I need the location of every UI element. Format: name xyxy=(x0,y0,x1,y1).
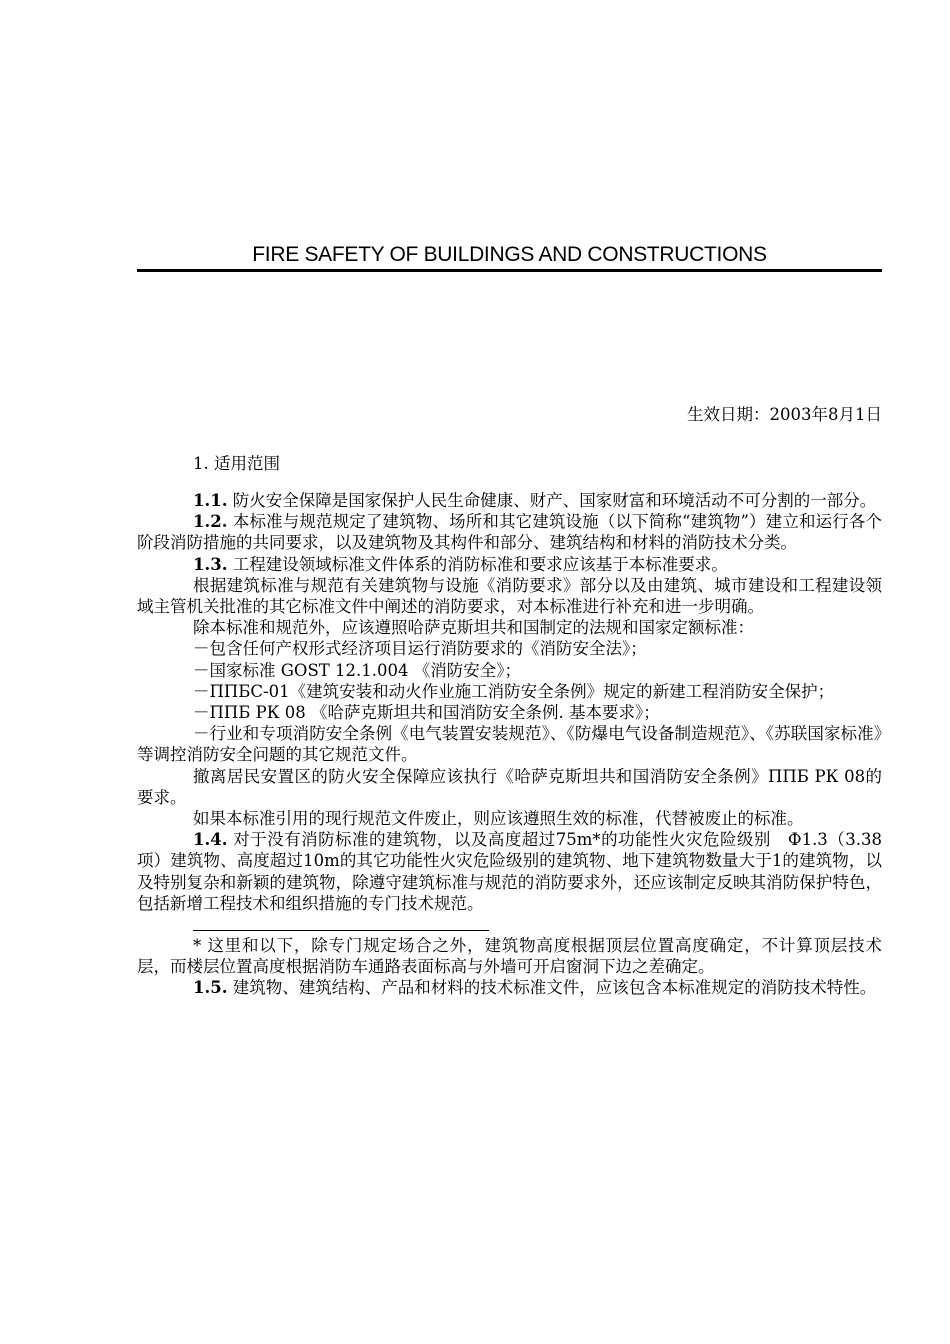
list-item: －包含任何产权形式经济项目运行消防要求的《消防安全法》； xyxy=(193,639,647,659)
paragraph-1-1: 1.1. 防火安全保障是国家保护人民生命健康、财产、国家财富和环境活动不可分割的一部分。 xyxy=(193,491,877,510)
effective-date: 生效日期：2003年8月1日 xyxy=(687,405,882,424)
footnote: * 这里和以下，除专门规定场合之外，建筑物高度根据顶层位置高度确定，不计算顶层技术层，而楼层位置高度根据消防车通路表面标高与外墙可开启窗洞下边之差确定。 xyxy=(137,936,882,977)
section-heading: 1. 适用范围 xyxy=(193,454,280,473)
footnote-separator xyxy=(193,930,489,931)
list-item: －ППБ РК 08 《哈萨克斯坦共和国消防安全条例. 基本要求》； xyxy=(193,703,660,723)
paragraph: 除本标准和规范外，应该遵照哈萨克斯坦共和国制定的法规和国家定额标准： xyxy=(193,618,754,638)
paragraph-1-5: 1.5. 建筑物、建筑结构、产品和材料的技术标准文件，应该包含本标准规定的消防技术特性。 xyxy=(193,978,877,998)
list-item: －ППБС-01《建筑安装和动火作业施工消防安全条例》规定的新建工程消防安全保护； xyxy=(193,681,835,701)
paragraph: 如果本标准引用的现行规范文件废止，则应该遵照生效的标准，代替被废止的标准。 xyxy=(193,809,804,829)
list-item: －行业和专项消防安全条例《电气装置安装规范》、《防爆电气设备制造规范》、《苏联国家标准》等调控消防安全问题的其它规范文件。 xyxy=(137,724,882,765)
paragraph-1-4: 1.4. 对于没有消防标准的建筑物，以及高度超过75m*的功能性火灾危险级别 Ф1.3（3.38项）建筑物、高度超过10m的其它功能性火灾危险级别的建筑物、地下建筑物数量大于1的建筑物，以及特别复杂和新颖的建筑物，除遵守建筑标准与规范的消防要求外，还应该制定反映其消防保护特色，包括新增工程技术和组织措施的专门技术规范。 xyxy=(137,830,882,913)
paragraph: 撤离居民安置区的防火安全保障应该执行《哈萨克斯坦共和国消防安全条例》ППБ РК 08的要求。 xyxy=(137,766,882,807)
paragraph-1-3: 1.3. 工程建设领域标准文件体系的消防标准和要求应该基于本标准要求。 xyxy=(193,554,728,574)
paragraph: 根据建筑标准与规范有关建筑物与设施《消防要求》部分以及由建筑、城市建设和工程建设领域主管机关批准的其它标准文件中阐述的消防要求，对本标准进行补充和进一步明确。 xyxy=(137,575,882,617)
list-item: －国家标准 GOST 12.1.004 《消防安全》； xyxy=(193,660,521,680)
document-title: FIRE SAFETY OF BUILDINGS AND CONSTRUCTIONS xyxy=(252,243,767,266)
document-body xyxy=(137,490,882,999)
title-rule xyxy=(137,269,882,272)
paragraph-1-2: 1.2. 本标准与规范规定了建筑物、场所和其它建筑设施（以下简称“建筑物”）建立和运行各个阶段消防措施的共同要求，以及建筑物及其构件和部分、建筑结构和材料的消防技术分类。 xyxy=(137,512,882,553)
